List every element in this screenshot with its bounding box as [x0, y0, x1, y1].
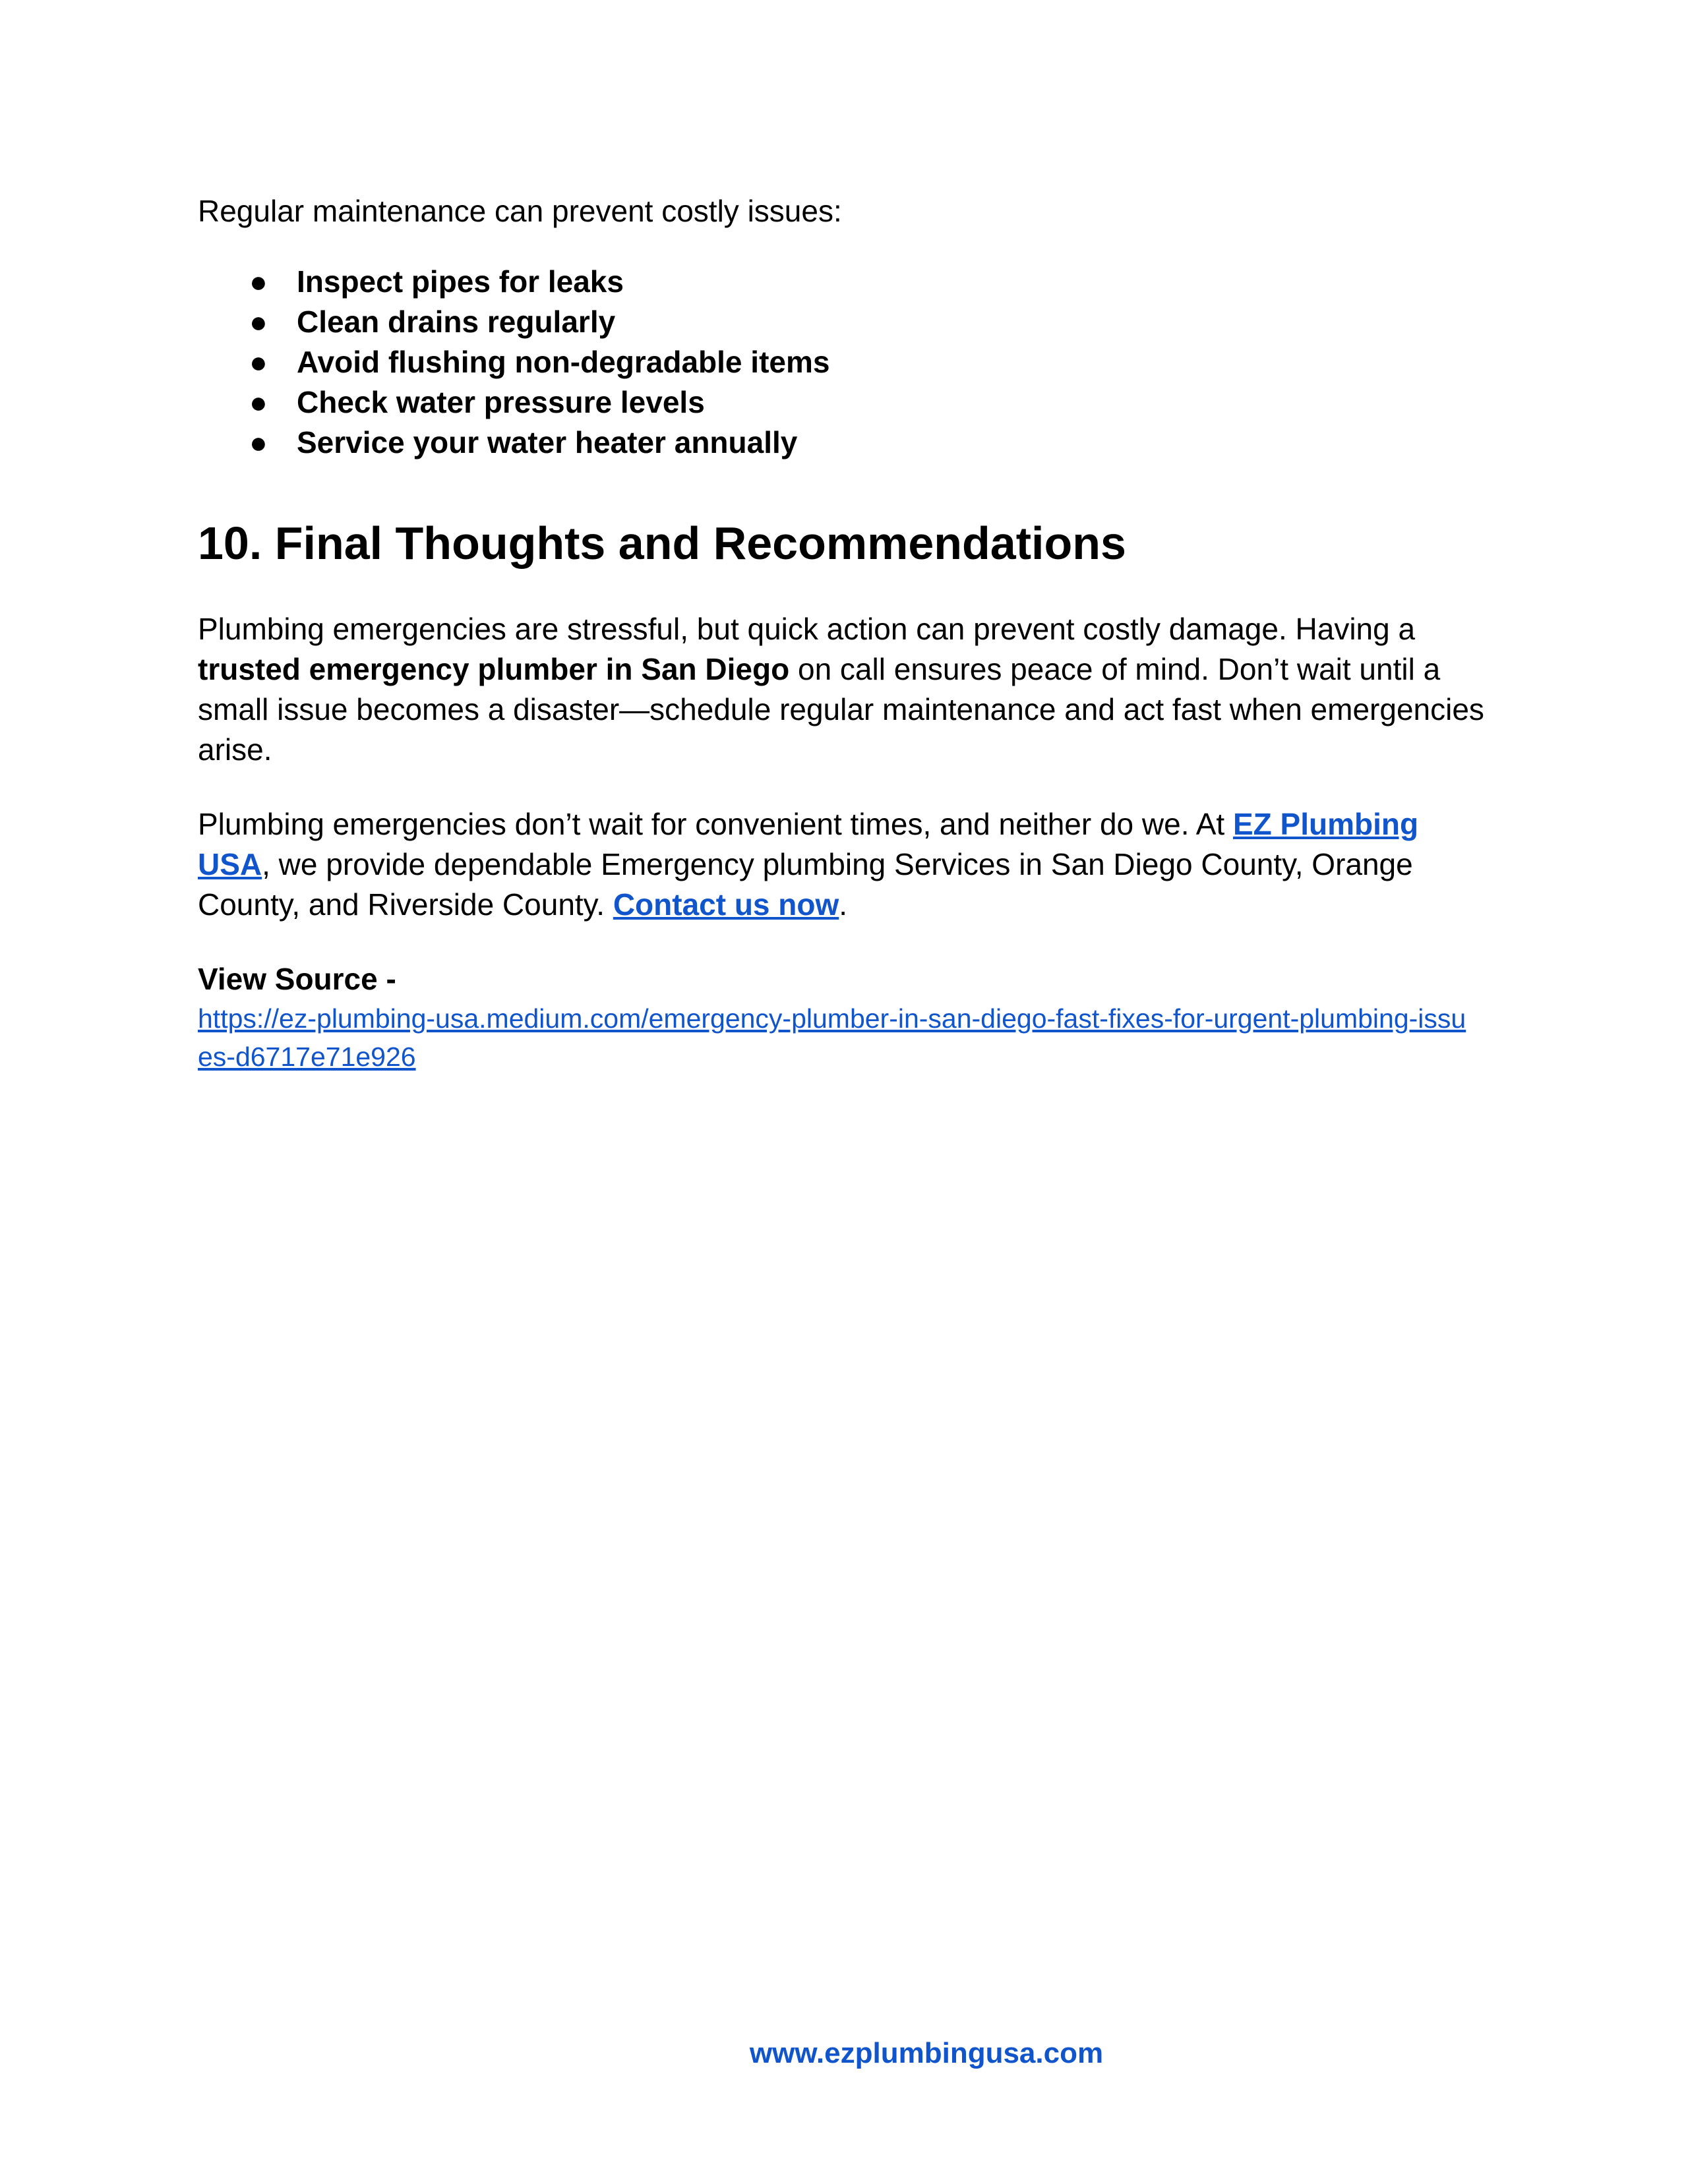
paragraph-text: Plumbing emergencies don’t wait for convenient times, and neither do we. At — [198, 807, 1233, 841]
final-thoughts-paragraph — [198, 609, 1490, 770]
paragraph-text: . — [839, 887, 848, 922]
list-item — [198, 262, 1490, 302]
list-item-text: Service your water heater annually — [297, 425, 798, 459]
paragraph-text: on call ensures peace of mind. Don’t wait until a small issue becomes a disaster—schedule regular maintenance and act fast when emergencies arise. — [198, 652, 1484, 767]
paragraph-text: Plumbing emergencies are stressful, but quick action can prevent costly damage. Having a — [198, 612, 1416, 646]
source-url-container — [198, 999, 1477, 1076]
document-page — [198, 191, 1490, 1076]
section-heading: 10. Final Thoughts and Recommendations — [198, 517, 1126, 569]
list-item — [198, 342, 1490, 382]
list-item-text: Inspect pipes for leaks — [297, 264, 624, 299]
bullet-icon: ● — [249, 264, 268, 299]
bullet-icon: ● — [249, 425, 268, 459]
maintenance-list — [198, 262, 1490, 463]
list-item — [198, 423, 1490, 463]
bullet-icon: ● — [249, 305, 268, 339]
bullet-icon: ● — [249, 385, 268, 419]
list-item-text: Check water pressure levels — [297, 385, 705, 419]
list-item-text: Avoid flushing non-degradable items — [297, 345, 830, 379]
bold-phrase: trusted emergency plumber in San Diego — [198, 652, 790, 686]
source-url-link[interactable]: https://ez-plumbing-usa.medium.com/emergency-plumber-in-san-diego-fast-fixes-for-urgent-plumbing-issues-d6717e71e926 — [198, 1003, 1466, 1072]
view-source-label: View Source - — [198, 962, 396, 996]
footer-website — [0, 2037, 1688, 2070]
contact-us-link[interactable]: Contact us now — [613, 887, 839, 922]
list-item-text: Clean drains regularly — [297, 305, 616, 339]
bullet-icon: ● — [249, 345, 268, 379]
contact-paragraph — [198, 804, 1490, 925]
list-item — [198, 302, 1490, 342]
paragraph-text: , we provide dependable Emergency plumbing Services in San Diego County, Orange County, and Riverside County. — [198, 847, 1413, 922]
intro-text: Regular maintenance can prevent costly issues: — [198, 194, 842, 228]
list-item — [198, 382, 1490, 423]
ez-plumbing-link[interactable]: EZ Plumbing USA — [198, 807, 1419, 881]
footer-website-text[interactable]: www.ezplumbingusa.com — [749, 2037, 1104, 2069]
